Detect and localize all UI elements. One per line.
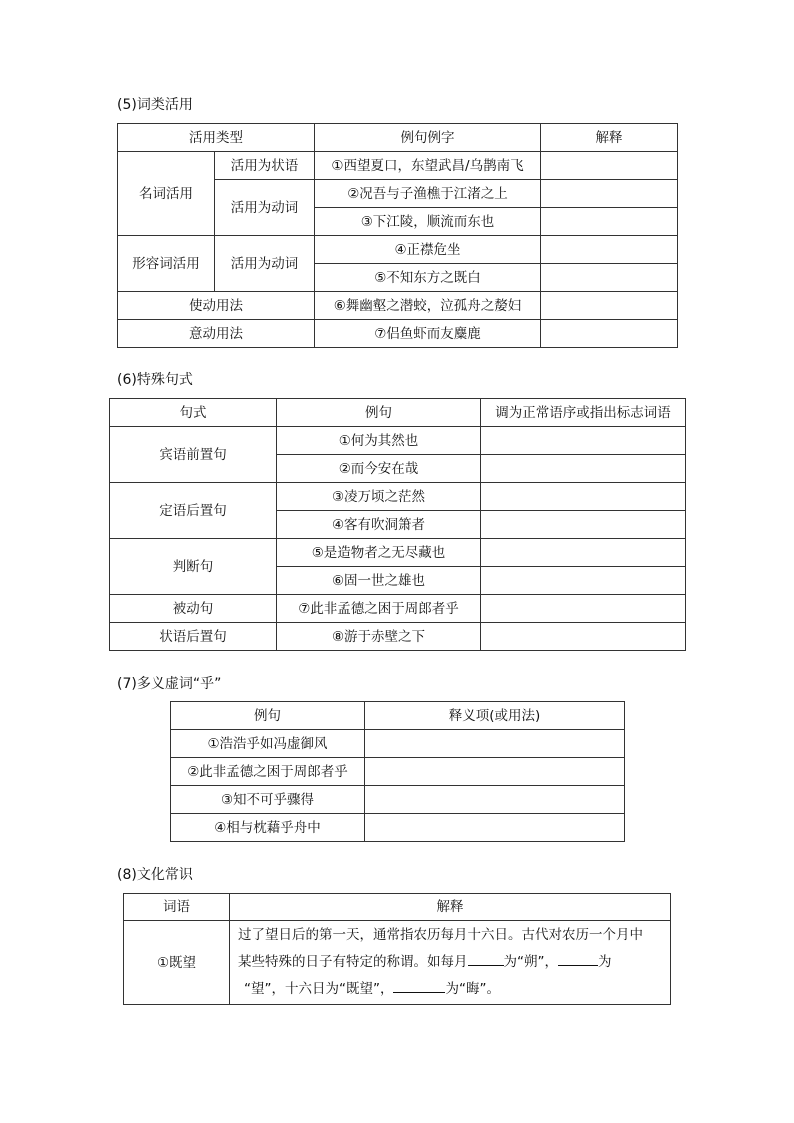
example-cell: ③知不可乎骤得 <box>171 786 365 814</box>
example-cell: ①浩浩乎如冯虚御风 <box>171 730 365 758</box>
answer-cell[interactable] <box>481 455 686 483</box>
example-cell: ②况吾与子渔樵于江渚之上 <box>315 180 541 208</box>
group-label: 意动用法 <box>118 320 315 348</box>
sub-type-label: 活用为动词 <box>215 236 315 292</box>
header-example: 例句 <box>171 702 365 730</box>
pattern-label: 判断句 <box>110 539 277 595</box>
header-type: 活用类型 <box>118 124 315 152</box>
example-cell: ③凌万顷之茫然 <box>277 483 481 511</box>
example-cell: ①西望夏口，东望武昌/乌鹊南飞 <box>315 152 541 180</box>
table-row <box>118 152 678 180</box>
explanation-text: “望”，十六日为“既望”， <box>244 981 394 997</box>
fill-blank-2[interactable] <box>558 951 598 966</box>
example-cell: ①何为其然也 <box>277 427 481 455</box>
answer-cell[interactable] <box>541 180 678 208</box>
answer-cell[interactable] <box>481 427 686 455</box>
example-cell: ⑦此非孟德之困于周郎者乎 <box>277 595 481 623</box>
answer-cell[interactable] <box>365 758 625 786</box>
explanation-text: 为“晦”。 <box>445 981 500 997</box>
answer-cell[interactable] <box>365 730 625 758</box>
answer-cell[interactable] <box>541 320 678 348</box>
table-header-row <box>110 399 686 427</box>
example-cell: ②此非孟德之困于周郎者乎 <box>171 758 365 786</box>
example-cell: ⑤不知东方之既白 <box>315 264 541 292</box>
answer-cell[interactable] <box>365 786 625 814</box>
table-row <box>118 320 678 348</box>
table-row <box>171 786 625 814</box>
section-7-title: (7)多义虚词“乎” <box>117 676 222 692</box>
group-label: 形容词活用 <box>118 236 215 292</box>
group-label: 名词活用 <box>118 152 215 236</box>
table-row <box>171 730 625 758</box>
section-8-title: (8)文化常识 <box>117 867 193 883</box>
example-cell: ⑦侣鱼虾而友麋鹿 <box>315 320 541 348</box>
answer-cell[interactable] <box>541 208 678 236</box>
example-cell: ④客有吹洞箫者 <box>277 511 481 539</box>
answer-cell[interactable] <box>481 623 686 651</box>
part-of-speech-table <box>117 123 678 348</box>
fill-blank-3[interactable] <box>393 978 445 993</box>
table-row <box>110 595 686 623</box>
answer-cell[interactable] <box>481 567 686 595</box>
explanation-text: 为 <box>598 954 612 970</box>
answer-cell[interactable] <box>541 236 678 264</box>
header-explanation: 解释 <box>230 894 671 921</box>
answer-cell[interactable] <box>541 292 678 320</box>
answer-cell[interactable] <box>481 483 686 511</box>
header-meaning: 释义项(或用法) <box>365 702 625 730</box>
culture-knowledge-table <box>123 893 671 1005</box>
table-row <box>110 427 686 455</box>
example-cell: ④正襟危坐 <box>315 236 541 264</box>
table-header-row <box>118 124 678 152</box>
pattern-label: 状语后置句 <box>110 623 277 651</box>
explanation-text: 为“朔”， <box>503 954 558 970</box>
sub-type-label: 活用为动词 <box>215 180 315 236</box>
answer-cell[interactable] <box>481 595 686 623</box>
pattern-label: 定语后置句 <box>110 483 277 539</box>
example-cell: ④相与枕藉乎舟中 <box>171 814 365 842</box>
explanation-line-1: 过了望日后的第一天，通常指农历每月十六日。古代对农历一个月中 <box>238 927 643 943</box>
header-pattern: 句式 <box>110 399 277 427</box>
example-cell: ⑥舞幽壑之潜蛟，泣孤舟之嫠妇 <box>315 292 541 320</box>
fill-blank-1[interactable] <box>468 951 504 966</box>
header-term: 词语 <box>124 894 230 921</box>
answer-cell[interactable] <box>365 814 625 842</box>
table-row <box>118 236 678 264</box>
header-explanation: 解释 <box>541 124 678 152</box>
table-row <box>110 483 686 511</box>
header-answer: 调为正常语序或指出标志词语 <box>481 399 686 427</box>
table-header-row <box>171 702 625 730</box>
answer-cell[interactable] <box>481 511 686 539</box>
explanation-line-3 <box>238 976 662 1003</box>
function-word-table <box>170 701 625 842</box>
term-cell: ①既望 <box>124 921 230 1005</box>
group-label: 使动用法 <box>118 292 315 320</box>
section-6-title: (6)特殊句式 <box>117 372 193 388</box>
example-cell: ⑥固一世之雄也 <box>277 567 481 595</box>
table-row <box>110 539 686 567</box>
pattern-label: 宾语前置句 <box>110 427 277 483</box>
example-cell: ⑧游于赤壁之下 <box>277 623 481 651</box>
table-row <box>110 623 686 651</box>
example-cell: ③下江陵，顺流而东也 <box>315 208 541 236</box>
special-sentence-table <box>109 398 686 651</box>
example-cell: ②而今安在哉 <box>277 455 481 483</box>
table-row <box>124 921 671 1005</box>
pattern-label: 被动句 <box>110 595 277 623</box>
section-5-title: (5)词类活用 <box>117 97 193 113</box>
explanation-text: 某些特殊的日子有特定的称谓。如每月 <box>238 954 468 970</box>
header-example: 例句例字 <box>315 124 541 152</box>
explanation-line-2 <box>238 949 662 976</box>
example-cell: ⑤是造物者之无尽藏也 <box>277 539 481 567</box>
answer-cell[interactable] <box>541 264 678 292</box>
answer-cell[interactable] <box>541 152 678 180</box>
table-row <box>171 758 625 786</box>
table-row <box>171 814 625 842</box>
answer-cell[interactable] <box>481 539 686 567</box>
explanation-cell <box>230 921 671 1005</box>
sub-type-label: 活用为状语 <box>215 152 315 180</box>
table-header-row <box>124 894 671 921</box>
header-example: 例句 <box>277 399 481 427</box>
table-row <box>118 292 678 320</box>
